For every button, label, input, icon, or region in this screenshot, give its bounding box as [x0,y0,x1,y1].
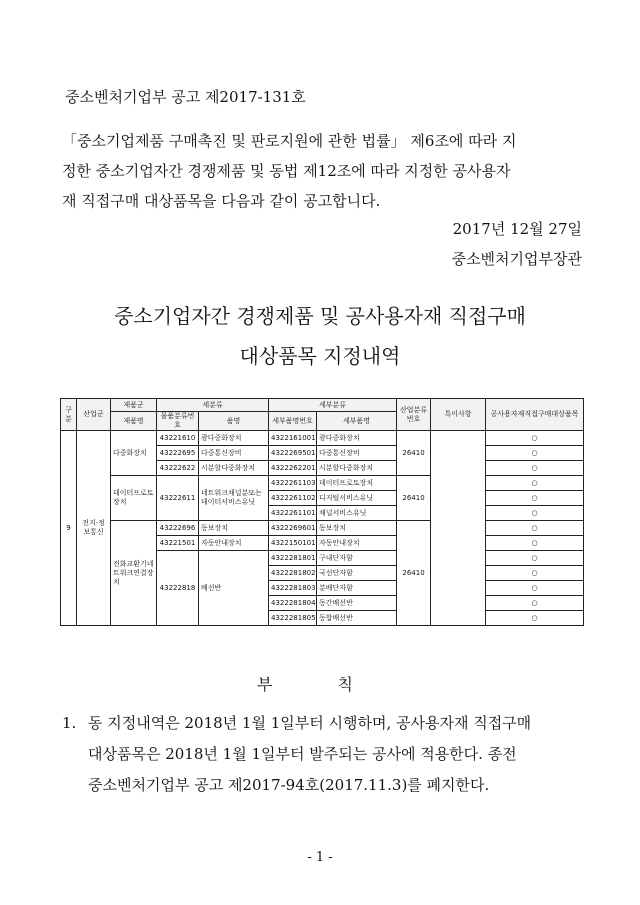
product-group-cell: 데이터프로토장치 [111,476,157,521]
signatory: 중소벤처기업부장관 [451,250,582,268]
mark-cell: ○ [486,506,584,521]
header-sub-class: 세부분류 [269,399,397,412]
sub-name-cell: 동보장치 [317,521,397,536]
sub-name-cell: 동합배선반 [317,611,397,626]
mark-cell: ○ [486,536,584,551]
sub-name-cell: 구내단자함 [317,551,397,566]
sub-code-cell: 4322150101 [269,536,317,551]
item-name-cell: 광다중화장치 [199,431,269,446]
table-row [61,476,584,491]
addendum-title: 부 칙 [257,675,383,694]
header-product-group: 제품군 [111,399,157,412]
item-code-cell: 43221501 [157,536,199,551]
product-group-cell: 전화교환기네트워크연결장치 [111,521,157,626]
item-name-cell: 배선반 [199,551,269,626]
header-item-code: 물품분류번호 [157,412,199,431]
table-row [61,431,584,446]
product-group-cell: 다중화장치 [111,431,157,476]
intro-line: 「중소기업제품 구매촉진 및 판로지원에 관한 법률」 제6조에 따라 지 [62,132,517,150]
sub-name-cell: 광다중화장치 [317,431,397,446]
sub-code-cell: 4322281805 [269,611,317,626]
sub-code-cell: 4322261103 [269,476,317,491]
item-name-cell: 자동안내장치 [199,536,269,551]
header-product-name: 제품명 [111,412,157,431]
mark-cell: ○ [486,611,584,626]
sub-code-cell: 4322261102 [269,491,317,506]
mark-cell: ○ [486,491,584,506]
intro-line: 정한 중소기업자간 경쟁제품 및 동법 제12조에 따라 지정한 공사용자 [62,162,511,180]
sub-name-cell: 자동안내장치 [317,536,397,551]
addendum-line: 중소벤처기업부 공고 제2017-94호(2017.11.3)를 폐지한다. [88,776,490,794]
addendum-number: 1. [62,714,77,732]
table-row [61,521,584,536]
addendum-paragraph [62,708,584,801]
sub-code-cell: 4322161001 [269,431,317,446]
industry-code-cell: 26410 [397,431,431,476]
sub-code-cell: 4322262201 [269,461,317,476]
item-code-cell: 43222695 [157,446,199,461]
sub-name-cell: 채널서비스유닛 [317,506,397,521]
header-division: 구분 [61,399,77,431]
mark-cell: ○ [486,551,584,566]
page-number: - 1 - [307,850,333,865]
item-code-cell: 43222611 [157,476,199,521]
sub-name-cell: 디지털서비스유닛 [317,491,397,506]
header-industry-code: 산업분류번호 [397,399,431,431]
header-direct-purchase: 공사용자재직접구매대상품목 [486,399,584,431]
mark-cell: ○ [486,581,584,596]
sub-name-cell: 국선단자함 [317,566,397,581]
header-detail-class: 세분류 [157,399,269,412]
header-item-name: 품명 [199,412,269,431]
mark-cell: ○ [486,461,584,476]
item-name-cell: 시분할다중화장치 [199,461,269,476]
mark-cell: ○ [486,431,584,446]
page-title [0,296,640,376]
intro-line: 재 직접구매 대상품목을 다음과 같이 공고합니다. [62,192,381,210]
header-sub-code: 세부품명번호 [269,412,317,431]
sub-code-cell: 4322261101 [269,506,317,521]
sub-code-cell: 4322269501 [269,446,317,461]
item-code-cell: 43221610 [157,431,199,446]
mark-cell: ○ [486,446,584,461]
header-industry: 산업군 [77,399,111,431]
header-special: 특이사항 [431,399,486,431]
item-name-cell: 네트워크채널분또는데이터서비스유닛 [199,476,269,521]
mark-cell: ○ [486,521,584,536]
division-cell: 9 [61,431,77,626]
sub-name-cell: 시분할다중화장치 [317,461,397,476]
intro-paragraph [62,126,582,216]
sub-code-cell: 4322269601 [269,521,317,536]
title-line: 대상품목 지정내역 [239,344,401,368]
item-name-cell: 다중통신장비 [199,446,269,461]
mark-cell: ○ [486,596,584,611]
mark-cell: ○ [486,566,584,581]
item-code-cell: 43222622 [157,461,199,476]
special-cell [431,431,486,626]
designation-table [60,398,584,626]
sub-code-cell: 4322281803 [269,581,317,596]
sub-name-cell: 다중통신장비 [317,446,397,461]
sub-name-cell: 데이터프로토장치 [317,476,397,491]
item-code-cell: 43222818 [157,551,199,626]
notice-date: 2017년 12월 27일 [452,220,582,238]
sub-code-cell: 4322281802 [269,566,317,581]
sub-name-cell: 동간배선반 [317,596,397,611]
industry-code-cell: 26410 [397,521,431,626]
sub-code-cell: 4322281804 [269,596,317,611]
title-line: 중소기업자간 경쟁제품 및 공사용자재 직접구매 [114,304,526,328]
addendum-line: 대상품목은 2018년 1월 1일부터 발주되는 공사에 적용한다. 종전 [88,745,517,763]
mark-cell: ○ [486,476,584,491]
notice-number: 중소벤처기업부 공고 제2017-131호 [65,88,306,106]
addendum-line: 동 지정내역은 2018년 1월 1일부터 시행하며, 공사용자재 직접구매 [88,714,532,732]
item-name-cell: 동보장치 [199,521,269,536]
sub-name-cell: 분배단자함 [317,581,397,596]
sub-code-cell: 4322281801 [269,551,317,566]
industry-code-cell: 26410 [397,476,431,521]
industry-cell: 전지·정보통신 [77,431,111,626]
header-sub-name: 세부품명 [317,412,397,431]
item-code-cell: 43222696 [157,521,199,536]
